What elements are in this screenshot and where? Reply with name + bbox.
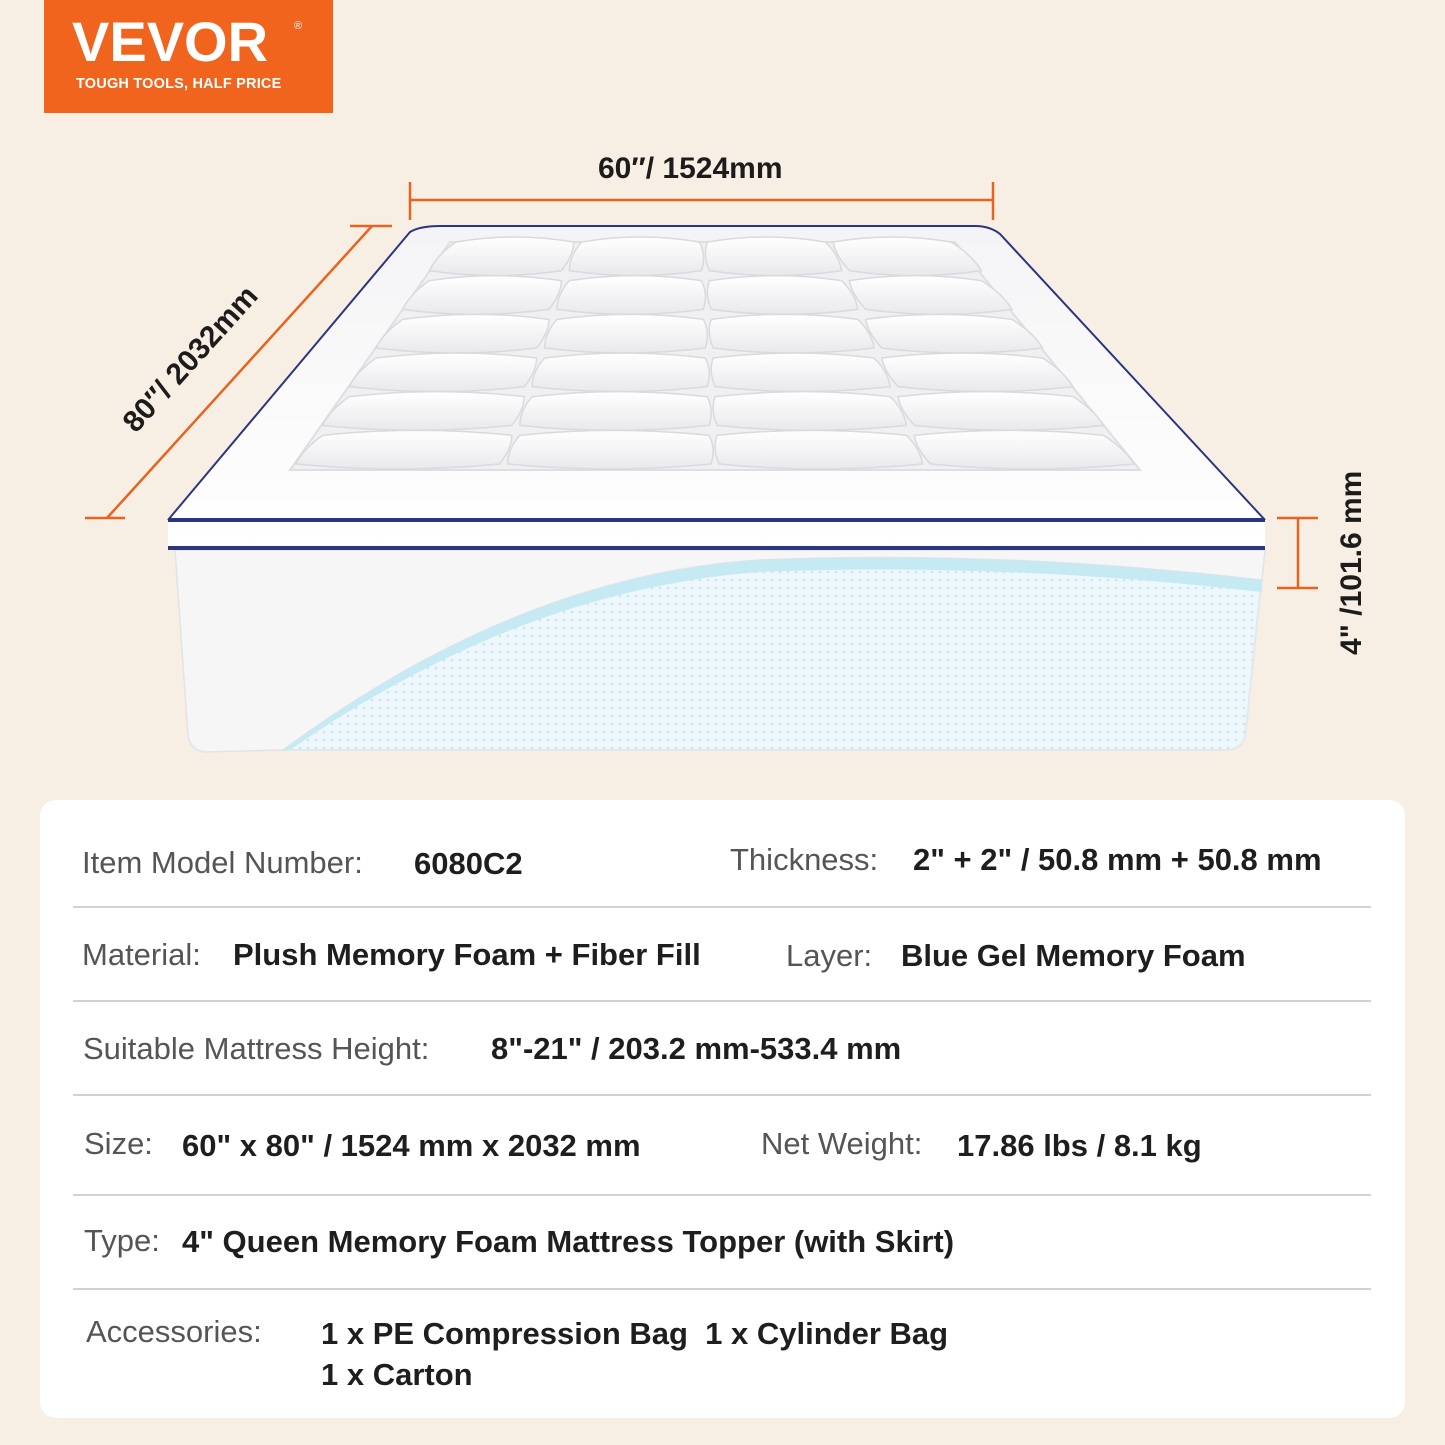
suitable-height-value: 8"-21" / 203.2 mm-533.4 mm	[491, 1031, 902, 1066]
size-label: Size:	[84, 1126, 153, 1161]
layer-label: Layer:	[786, 938, 873, 973]
registered-mark: ®	[294, 20, 303, 32]
quilt-pillow	[898, 392, 1103, 431]
spec-row-size-weight	[73, 1096, 1371, 1196]
accessories-line-1: 1 x PE Compression Bag 1 x Cylinder Bag	[321, 1316, 949, 1351]
quilt-pillow	[882, 353, 1073, 392]
spec-row-material-layer	[73, 908, 1371, 1002]
suitable-height-label: Suitable Mattress Height:	[83, 1031, 430, 1066]
material-value: Plush Memory Foam + Fiber Fill	[233, 937, 701, 972]
thickness-value: 2" + 2" / 50.8 mm + 50.8 mm	[913, 842, 1322, 877]
thickness-label: Thickness:	[730, 842, 879, 877]
quilt-pillow	[296, 430, 512, 469]
material-label: Material:	[82, 937, 201, 972]
type-value: 4" Queen Memory Foam Mattress Topper (with Skirt)	[182, 1224, 955, 1259]
quilt-pillow	[715, 430, 923, 469]
spec-row-type	[73, 1196, 1371, 1290]
layer-value: Blue Gel Memory Foam	[901, 938, 1246, 973]
spec-card	[40, 800, 1405, 1418]
spec-row-accessories	[73, 1290, 1371, 1418]
quilt-pillow	[557, 276, 705, 315]
type-label: Type:	[84, 1223, 160, 1258]
accessories-label: Accessories:	[86, 1314, 262, 1349]
net-weight-label: Net Weight:	[761, 1126, 923, 1161]
spec-row-mattress-height	[73, 1002, 1371, 1096]
quilt-pillow	[376, 314, 549, 353]
quilt-pillow	[707, 276, 857, 315]
quilt-pillow	[532, 353, 709, 392]
quilt-pillow	[520, 392, 711, 431]
brand-tagline: TOUGH TOOLS, HALF PRICE	[76, 76, 282, 92]
quilt-pillow	[705, 237, 841, 276]
quilt-pillow	[349, 353, 536, 392]
quilt-pillow	[711, 353, 890, 392]
accessories-line-2: 1 x Carton	[321, 1357, 473, 1392]
model-number-label: Item Model Number:	[82, 845, 363, 880]
quilt-pillow	[569, 237, 703, 276]
quilt-pillow	[508, 430, 714, 469]
model-number-value: 6080C2	[414, 846, 523, 881]
width-dimension-label: 60″/ 1524mm	[598, 152, 783, 185]
size-value: 60" x 80" / 1524 mm x 2032 mm	[182, 1128, 641, 1163]
quilt-pillow	[709, 314, 874, 353]
net-weight-value: 17.86 lbs / 8.1 kg	[957, 1128, 1202, 1163]
quilt-pillow	[914, 430, 1134, 469]
quilt-pillow	[545, 314, 708, 353]
brand-name: VEVOR	[72, 10, 269, 73]
quilt-pillow	[713, 392, 906, 431]
spec-row-model-thickness	[73, 800, 1371, 908]
length-dimension-label: 80″/ 2032mm	[116, 279, 265, 439]
height-dimension-label: 4" /101.6 mm	[1335, 470, 1368, 655]
quilt-pillow	[323, 392, 525, 431]
